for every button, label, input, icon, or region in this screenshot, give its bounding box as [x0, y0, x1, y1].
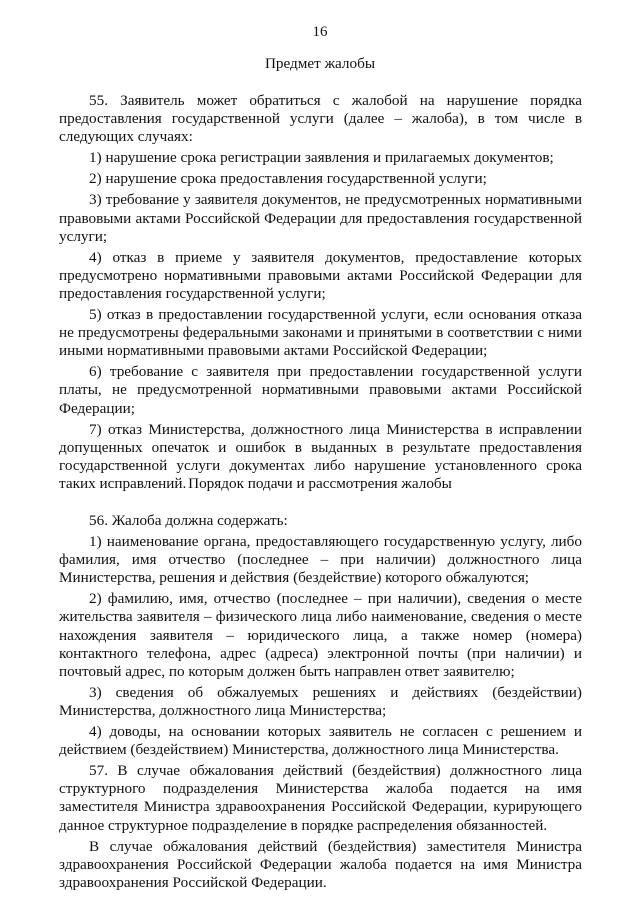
- section-heading-complaint-subject: Предмет жалобы: [264, 55, 376, 72]
- section-complaint-subject: [59, 92, 582, 493]
- list-item: 6) требование с заявителя при предоставлении государственной услуги платы, не предусмотренной нормативными правовыми актами Российской Федерации;: [59, 363, 582, 417]
- paragraph-56: 56. Жалоба должна содержать:: [89, 512, 288, 529]
- list-item: 5) отказ в предоставлении государственной услуги, если основания отказа не предусмотрены федеральными законами и принятыми в соответствии с ними иными нормативными правовыми актами Российской Федерации;: [59, 306, 582, 360]
- paragraph-57: 57. В случае обжалования действий (бездействия) должностного лица структурного подразделения Министерства жалоба подается на имя заместителя Министра здравоохранения Российской Федерации, курирующего данное структурное подразделение в порядке распределения обязанностей.: [59, 762, 582, 834]
- section-heading-complaint-procedure: Порядок подачи и рассмотрения жалобы: [188, 475, 452, 492]
- paragraph-55: 55. Заявитель может обратиться с жалобой на нарушение порядка предоставления государственной услуги (далее – жалоба), в том числе в следующих случаях:: [59, 92, 582, 146]
- list-item: 3) сведения об обжалуемых решениях и действиях (бездействии) Министерства, должностного лица Министерства;: [59, 683, 582, 719]
- list-item: 1) наименование органа, предоставляющего государственную услугу, либо фамилия, имя отчество (последнее – при наличии) должностного лица Министерства, решения и действия (бездействие) которого обжалуются;: [59, 533, 582, 587]
- list-item: 2) фамилию, имя, отчество (последнее – при наличии), сведения о месте жительства заявителя – физического лица либо наименование, сведения о месте нахождения заявителя – юридического лица, а также номер (номера) контактного телефона, адрес (адреса) электронной почты (при наличии) и почтовый адрес, по которым должен быть направлен ответ заявителю;: [59, 590, 582, 680]
- paragraph: В случае обжалования действий (бездействия) заместителя Министра здравоохранения Российской Федерации жалоба подается на имя Министра здравоохранения Российской Федерации.: [59, 837, 582, 891]
- page-number: 16: [312, 24, 328, 40]
- section-complaint-procedure: [59, 512, 582, 892]
- list-item: 2) нарушение срока предоставления государственной услуги;: [89, 170, 487, 188]
- list-item: 4) отказ в приеме у заявителя документов, предоставление которых предусмотрено нормативными правовыми актами Российской Федерации для предоставления государственной услуги;: [59, 248, 582, 302]
- list-item: 3) требование у заявителя документов, не предусмотренных нормативными правовыми актами Российской Федерации для предоставления государственной услуги;: [59, 191, 582, 245]
- list-item: 1) нарушение срока регистрации заявления и прилагаемых документов;: [89, 149, 554, 167]
- list-item: 4) доводы, на основании которых заявитель не согласен с решением и действием (бездействием) Министерства, должностного лица Министерства.: [59, 723, 582, 759]
- list-item: 7) отказ Министерства, должностного лица Министерства в исправлении допущенных опечаток и ошибок в выданных в результате предоставления государственной услуги документах либо нарушение установленного срока таких исправлений.: [59, 420, 582, 492]
